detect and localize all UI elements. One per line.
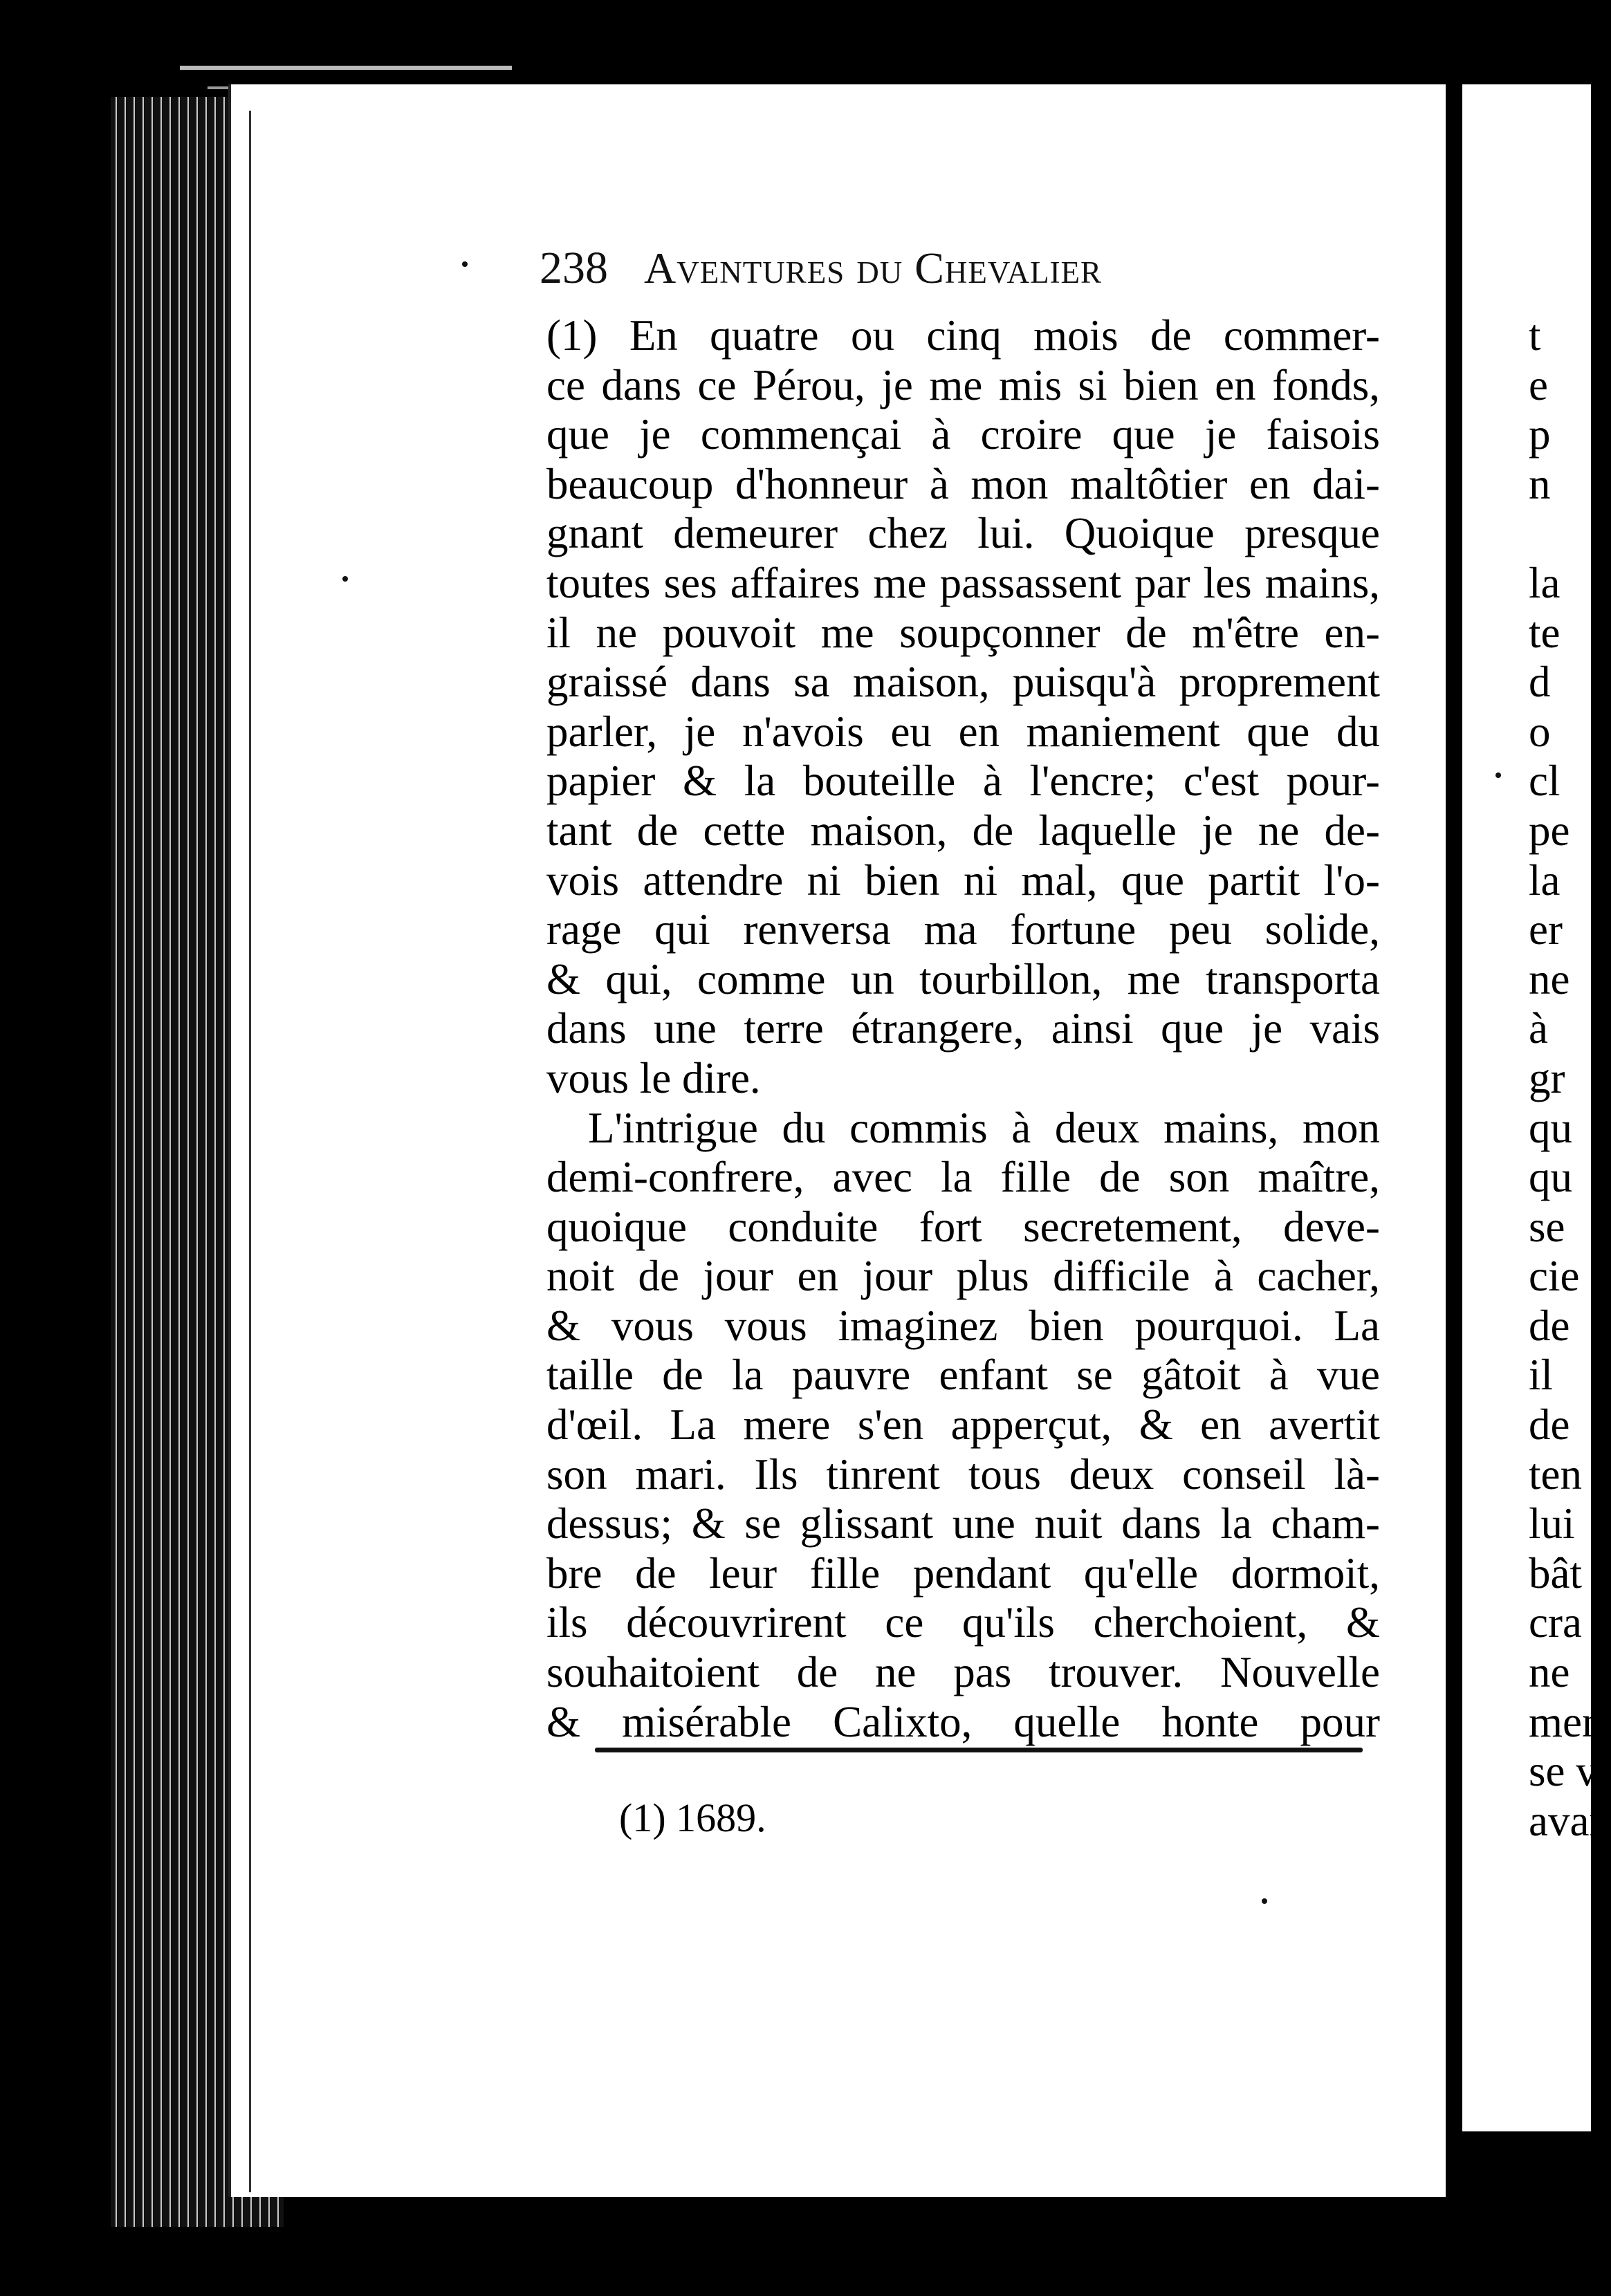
running-head <box>540 242 1231 295</box>
text-fragment: o <box>1529 707 1551 756</box>
text-fragment: p <box>1529 410 1551 459</box>
text-fragment: cie <box>1529 1252 1580 1301</box>
page-number: 238 <box>540 243 608 293</box>
text-fragment: men <box>1529 1697 1604 1746</box>
text-fragment: avan <box>1529 1796 1611 1845</box>
text-fragment: cra <box>1529 1598 1582 1647</box>
text-fragment: la <box>1529 558 1561 607</box>
book-gutter <box>1446 83 1462 2199</box>
text-fragment: d <box>1529 658 1551 707</box>
text-line: vois attendre ni bien ni mal, que partit l'o- <box>546 855 1380 905</box>
text-fragment: ten <box>1529 1450 1582 1499</box>
text-line: que je commençai à croire que je faisois <box>546 410 1380 459</box>
text-line: d'œil. La mere s'en apperçut, & en avertit <box>546 1400 1380 1450</box>
text-fragment <box>1529 509 1591 559</box>
text-fragment: te <box>1529 608 1561 657</box>
text-line: tant de cette maison, de laquelle je ne de- <box>546 806 1380 855</box>
text-line: ce dans ce Pérou, je me mis si bien en fonds, <box>546 360 1380 409</box>
text-line: il ne pouvoit me soupçonner de m'être en- <box>546 608 1380 657</box>
text-fragment: se v <box>1529 1747 1598 1796</box>
text-fragment: se <box>1529 1202 1565 1251</box>
text-fragment: gr <box>1529 1053 1565 1102</box>
footnote-rule <box>595 1748 1363 1752</box>
text-fragment: e <box>1529 360 1548 409</box>
text-line: ils découvrirent ce qu'ils cherchoient, & <box>546 1598 1380 1647</box>
next-page-text <box>1529 311 1611 1846</box>
text-fragment: pe <box>1529 806 1570 855</box>
page-fold-line <box>249 111 251 2192</box>
text-fragment: er <box>1529 905 1563 954</box>
footnote: (1) 1689. <box>619 1795 766 1840</box>
paper-speck <box>342 576 348 582</box>
text-line: toutes ses affaires me passassent par les mains, <box>546 558 1380 607</box>
text-fragment: t <box>1529 311 1541 360</box>
text-line: gnant demeurer chez lui. Quoique presque <box>546 509 1380 558</box>
text-fragment: ne <box>1529 1648 1570 1697</box>
paper-speck <box>462 261 468 267</box>
page-stack-top-edge <box>180 66 512 70</box>
text-fragment: n <box>1529 459 1551 508</box>
text-fragment: la <box>1529 855 1561 905</box>
text-fragment: il <box>1529 1351 1554 1400</box>
text-line: dans une terre étrangere, ainsi que je vais <box>546 1004 1380 1053</box>
text-fragment: de <box>1529 1301 1570 1350</box>
text-fragment: cl <box>1529 757 1561 806</box>
text-fragment: bât <box>1529 1548 1582 1598</box>
text-line: taille de la pauvre enfant se gâtoit à vue <box>546 1351 1380 1400</box>
text-line: noit de jour en jour plus difficile à cacher, <box>546 1252 1380 1301</box>
text-line: L'intrigue du commis à deux mains, mon <box>588 1103 1380 1152</box>
running-title: Aventures du Chevalier <box>644 243 1103 293</box>
text-line: & vous vous imaginez bien pourquoi. La <box>546 1301 1380 1350</box>
text-line: rage qui renversa ma fortune peu solide, <box>546 905 1380 954</box>
text-line: & misérable Calixto, quelle honte pour <box>546 1697 1380 1746</box>
text-line: graissé dans sa maison, puisqu'à proprement <box>546 658 1380 707</box>
text-fragment: qu <box>1529 1153 1572 1202</box>
text-line: demi-confrere, avec la fille de son maître, <box>546 1153 1380 1202</box>
text-line: souhaitoient de ne pas trouver. Nouvelle <box>546 1648 1380 1697</box>
text-line: papier & la bouteille à l'encre; c'est pour- <box>546 757 1380 806</box>
text-fragment: qu <box>1529 1103 1572 1152</box>
paper-speck <box>1262 1898 1267 1904</box>
text-fragment: à <box>1529 1004 1548 1053</box>
text-line: & qui, comme un tourbillon, me transporta <box>546 954 1380 1003</box>
text-fragment: ne <box>1529 954 1570 1003</box>
text-line: beaucoup d'honneur à mon maltôtier en dai- <box>546 459 1380 508</box>
paper-speck <box>1495 772 1501 778</box>
text-fragment: lui <box>1529 1499 1575 1548</box>
text-line: vous le dire. <box>546 1053 761 1102</box>
text-line: (1) En quatre ou cinq mois de commer- <box>546 311 1380 360</box>
text-fragment: de <box>1529 1400 1570 1450</box>
text-line: bre de leur fille pendant qu'elle dormoit, <box>546 1548 1380 1598</box>
text-line: son mari. Ils tinrent tous deux conseil là- <box>546 1450 1380 1499</box>
body-text <box>546 311 1380 1747</box>
text-line: dessus; & se glissant une nuit dans la cham- <box>546 1499 1380 1548</box>
text-line: parler, je n'avois eu en maniement que du <box>546 707 1380 756</box>
text-line: quoique conduite fort secretement, deve- <box>546 1202 1380 1251</box>
